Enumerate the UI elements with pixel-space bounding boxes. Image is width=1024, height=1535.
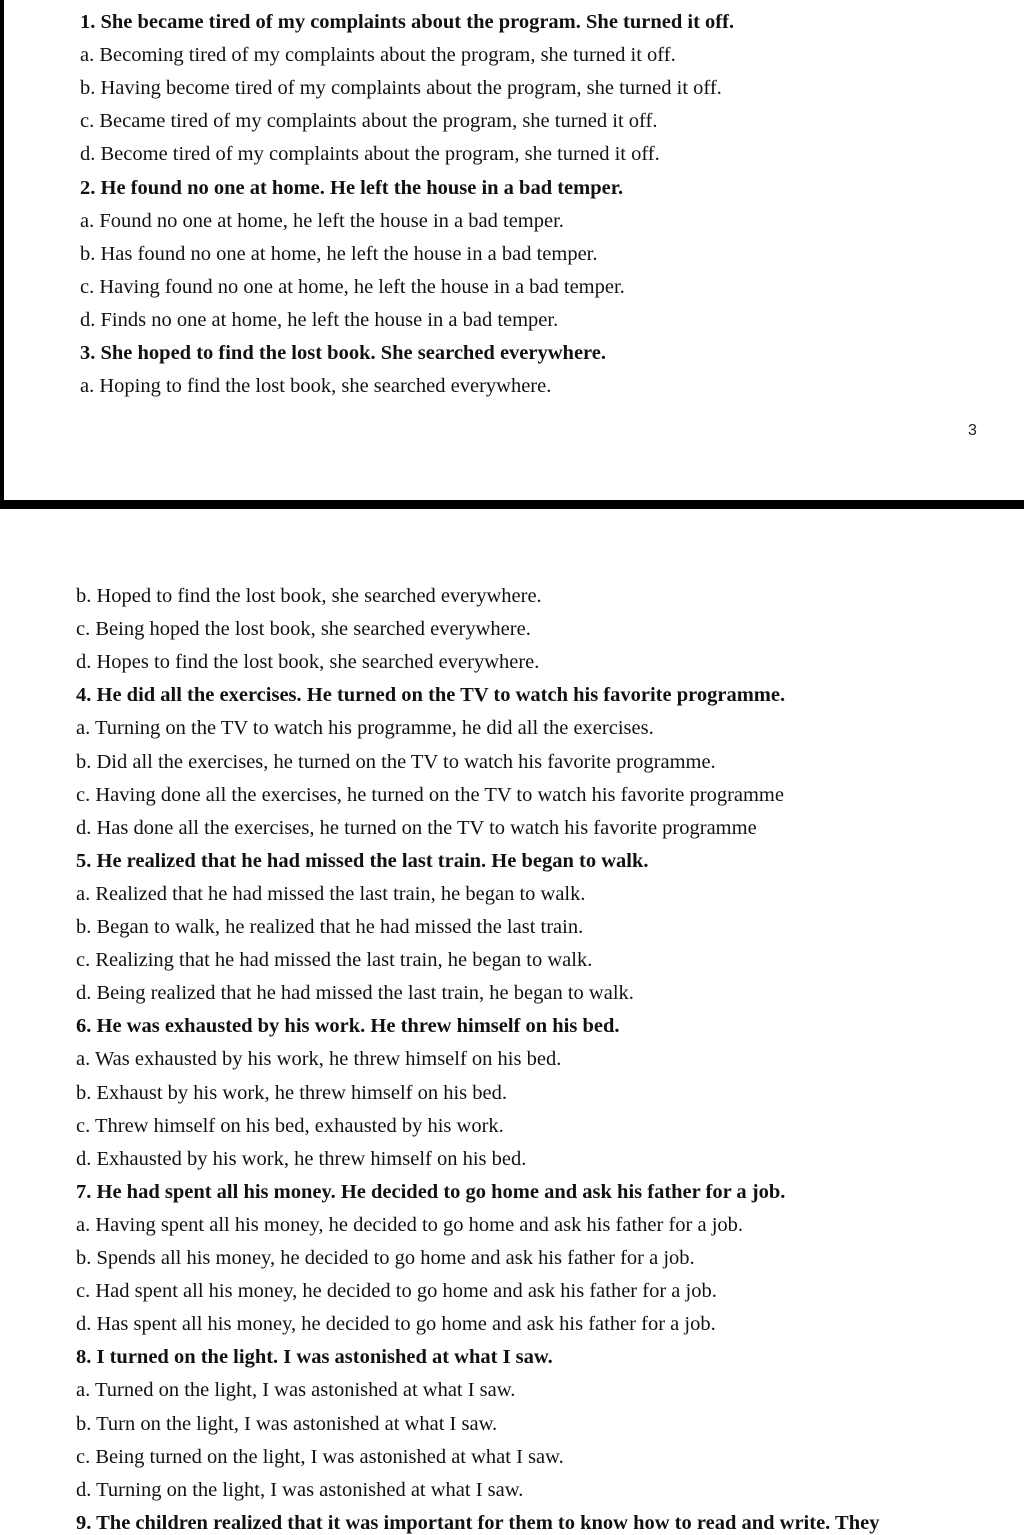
answer-option: b. Did all the exercises, he turned on the TV to watch his favorite programme. — [76, 750, 716, 773]
answer-option: d. Become tired of my complaints about the program, she turned it off. — [80, 143, 660, 166]
answer-option: d. Has spent all his money, he decided to go home and ask his father for a job. — [76, 1313, 716, 1336]
answer-option: b. Has found no one at home, he left the house in a bad temper. — [80, 242, 598, 265]
answer-option: c. Had spent all his money, he decided to go home and ask his father for a job. — [76, 1280, 717, 1303]
answer-option: c. Having done all the exercises, he turned on the TV to watch his favorite programme — [76, 783, 784, 806]
answer-option: b. Exhaust by his work, he threw himself on his bed. — [76, 1081, 508, 1104]
question-text: 6. He was exhausted by his work. He threw himself on his bed. — [76, 1015, 620, 1038]
question-text: 7. He had spent all his money. He decided to go home and ask his father for a job. — [76, 1180, 786, 1203]
answer-option: a. Found no one at home, he left the house in a bad temper. — [80, 209, 564, 232]
answer-option: d. Turning on the light, I was astonished at what I saw. — [76, 1478, 524, 1501]
page-bottom — [0, 509, 1024, 1534]
answer-option: c. Being turned on the light, I was astonished at what I saw. — [76, 1445, 564, 1468]
question-text: 3. She hoped to find the lost book. She searched everywhere. — [80, 342, 606, 364]
answer-option: d. Hopes to find the lost book, she searched everywhere. — [76, 651, 540, 674]
answer-option: a. Turning on the TV to watch his programme, he did all the exercises. — [76, 717, 654, 740]
answer-option: b. Turn on the light, I was astonished at what I saw. — [76, 1412, 498, 1435]
answer-option: b. Having become tired of my complaints about the program, she turned it off. — [80, 77, 722, 100]
answer-option: b. Spends all his money, he decided to go home and ask his father for a job. — [76, 1247, 695, 1269]
answer-option: d. Exhausted by his work, he threw himself on his bed. — [76, 1147, 527, 1170]
answer-option: b. Hoped to find the lost book, she searched everywhere. — [76, 585, 542, 607]
question-text: 8. I turned on the light. I was astonished at what I saw. — [76, 1346, 553, 1369]
page-number: 3 — [968, 422, 977, 439]
answer-option: b. Began to walk, he realized that he had missed the last train. — [76, 916, 584, 938]
answer-option: a. Hoping to find the lost book, she searched everywhere. — [80, 375, 552, 398]
answer-option: c. Being hoped the lost book, she searched everywhere. — [76, 618, 531, 641]
answer-option: a. Becoming tired of my complaints about the program, she turned it off. — [80, 44, 676, 67]
answer-option: d. Being realized that he had missed the last train, he began to walk. — [76, 982, 634, 1005]
answer-option: a. Was exhausted by his work, he threw himself on his bed. — [76, 1048, 562, 1071]
answer-option: a. Turned on the light, I was astonished at what I saw. — [76, 1379, 516, 1402]
answer-option: d. Has done all the exercises, he turned on the TV to watch his favorite programme — [76, 816, 757, 839]
answer-option: c. Threw himself on his bed, exhausted by his work. — [76, 1114, 504, 1137]
page-separator — [0, 500, 1024, 509]
answer-option: c. Having found no one at home, he left the house in a bad temper. — [80, 275, 625, 298]
answer-option: d. Finds no one at home, he left the house in a bad temper. — [80, 308, 559, 331]
question-text: 9. The children realized that it was important for them to know how to read and write. They — [76, 1511, 880, 1534]
answer-option: a. Realized that he had missed the last train, he began to walk. — [76, 882, 586, 905]
page-top — [0, 0, 1024, 500]
question-text: 1. She became tired of my complaints about the program. She turned it off. — [80, 11, 735, 33]
answer-option: c. Became tired of my complaints about the program, she turned it off. — [80, 110, 658, 133]
answer-option: c. Realizing that he had missed the last train, he began to walk. — [76, 949, 593, 972]
question-text: 4. He did all the exercises. He turned on the TV to watch his favorite programme. — [76, 684, 786, 707]
answer-option: a. Having spent all his money, he decided to go home and ask his father for a job. — [76, 1213, 744, 1236]
question-text: 2. He found no one at home. He left the house in a bad temper. — [80, 176, 624, 199]
question-text: 5. He realized that he had missed the last train. He began to walk. — [76, 849, 649, 872]
